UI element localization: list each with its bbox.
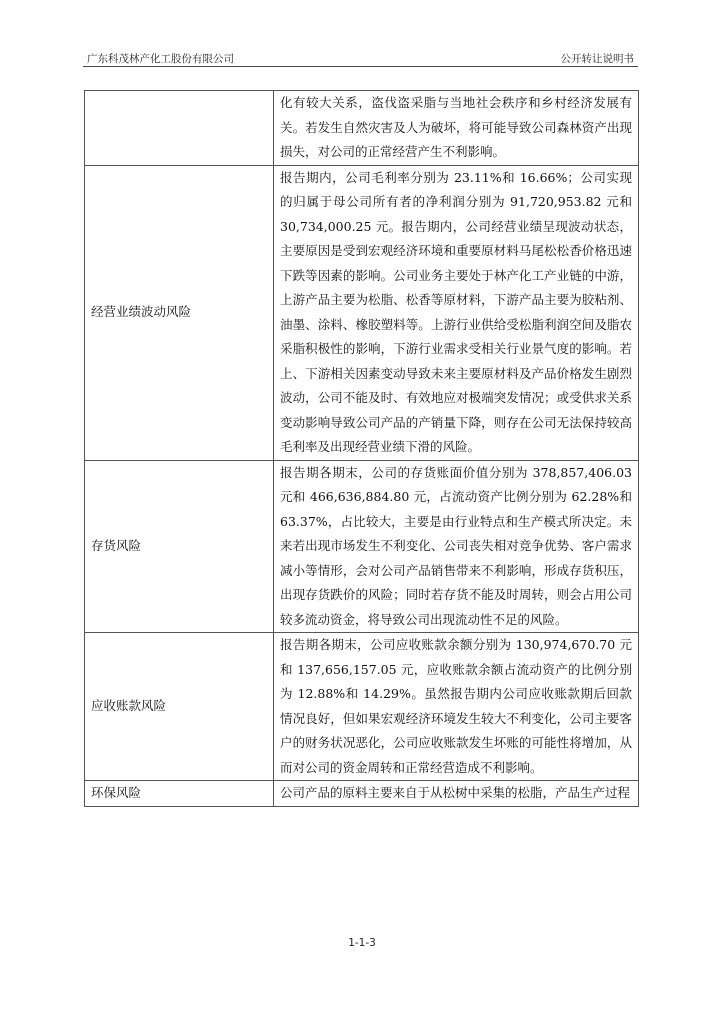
- risk-description-cell: [274, 781, 639, 807]
- risk-description: 报告期各期末，公司应收账款余额分别为 130,974,670.70 元和 137,656,157.05 元，应收账款余额占流动资产的比例分别为 12.88%和 14.29%。虽然报告期内公司应收账款期后回款情况良好，但如果宏观经济环境发生较大不利变化，公司主要客户的财务状况恶化，公司应收账款发生坏账的可能性将增加，从而对公司的资金周转和正常经营造成不利影响。: [280, 637, 632, 775]
- page-number: 1-1-3: [348, 937, 376, 949]
- risk-description: 化有较大关系，盗伐盗采脂与当地社会秩序和乡村经济发展有关。若发生自然灾害及人为破坏，将可能导致公司森林资产出现损失，对公司的正常经营产生不利影响。: [280, 95, 632, 159]
- risk-description-cell: [274, 633, 639, 781]
- risk-name-cell: 存货风险: [85, 460, 274, 633]
- risk-name-cell: 应收账款风险: [85, 633, 274, 781]
- risk-description-cell: [274, 91, 639, 166]
- table-row: [85, 91, 639, 166]
- risk-description-cell: [274, 165, 639, 460]
- risk-description: 报告期内，公司毛利率分别为 23.11%和 16.66%；公司实现的归属于母公司所有者的净利润分别为 91,720,953.82 元和 30,734,000.25 元。报告期内，公司经营业绩呈现波动状态，主要原因是受到宏观经济环境和重要原材料马尾松松香价格迅速下跌等因素的影响。公司业务主要处于林产化工产业链的中游，上游产品主要为松脂、松香等原材料，下游产品主要为胶粘剂、油墨、涂料、橡胶塑料等。上游行业供给受松脂利润空间及脂农采脂积极性的影响，下游行业需求受相关行业景气度的影响。若上、下游相关因素变动导致未来主要原材料及产品价格发生剧烈波动，公司不能及时、有效地应对极端突发情况；或受供求关系变动影响导致公司产品的产销量下降，则存在公司无法保持较高毛利率及出现经营业绩下滑的风险。: [280, 169, 632, 454]
- table-row: [85, 781, 639, 807]
- risk-name-cell: 经营业绩波动风险: [85, 165, 274, 460]
- page-header: [83, 48, 638, 67]
- table-row: [85, 633, 639, 781]
- risk-table: [84, 90, 639, 807]
- risk-description-cell: [274, 460, 639, 633]
- document-title: 公开转让说明书: [560, 53, 634, 65]
- risk-name-cell: [85, 91, 274, 166]
- risk-description: 报告期各期末，公司的存货账面价值分别为 378,857,406.03 元和 466,636,884.80 元，占流动资产比例分别为 62.28%和 63.37%，占比较大，主要是由行业特点和生产模式所决定。未来若出现市场发生不利变化、公司丧失相对竞争优势、客户需求减小等情形，会对公司产品销售带来不利影响，形成存货积压，出现存货跌价的风险；同时若存货不能及时周转，则会占用公司较多流动资金，将导致公司出现流动性不足的风险。: [280, 464, 632, 627]
- risk-name-cell: 环保风险: [85, 781, 274, 807]
- table-row: [85, 460, 639, 633]
- company-name: 广东科茂林产化工股份有限公司: [87, 53, 234, 65]
- risk-description: 公司产品的原料主要来自于从松树中采集的松脂，产品生产过程: [280, 785, 631, 800]
- table-row: [85, 165, 639, 460]
